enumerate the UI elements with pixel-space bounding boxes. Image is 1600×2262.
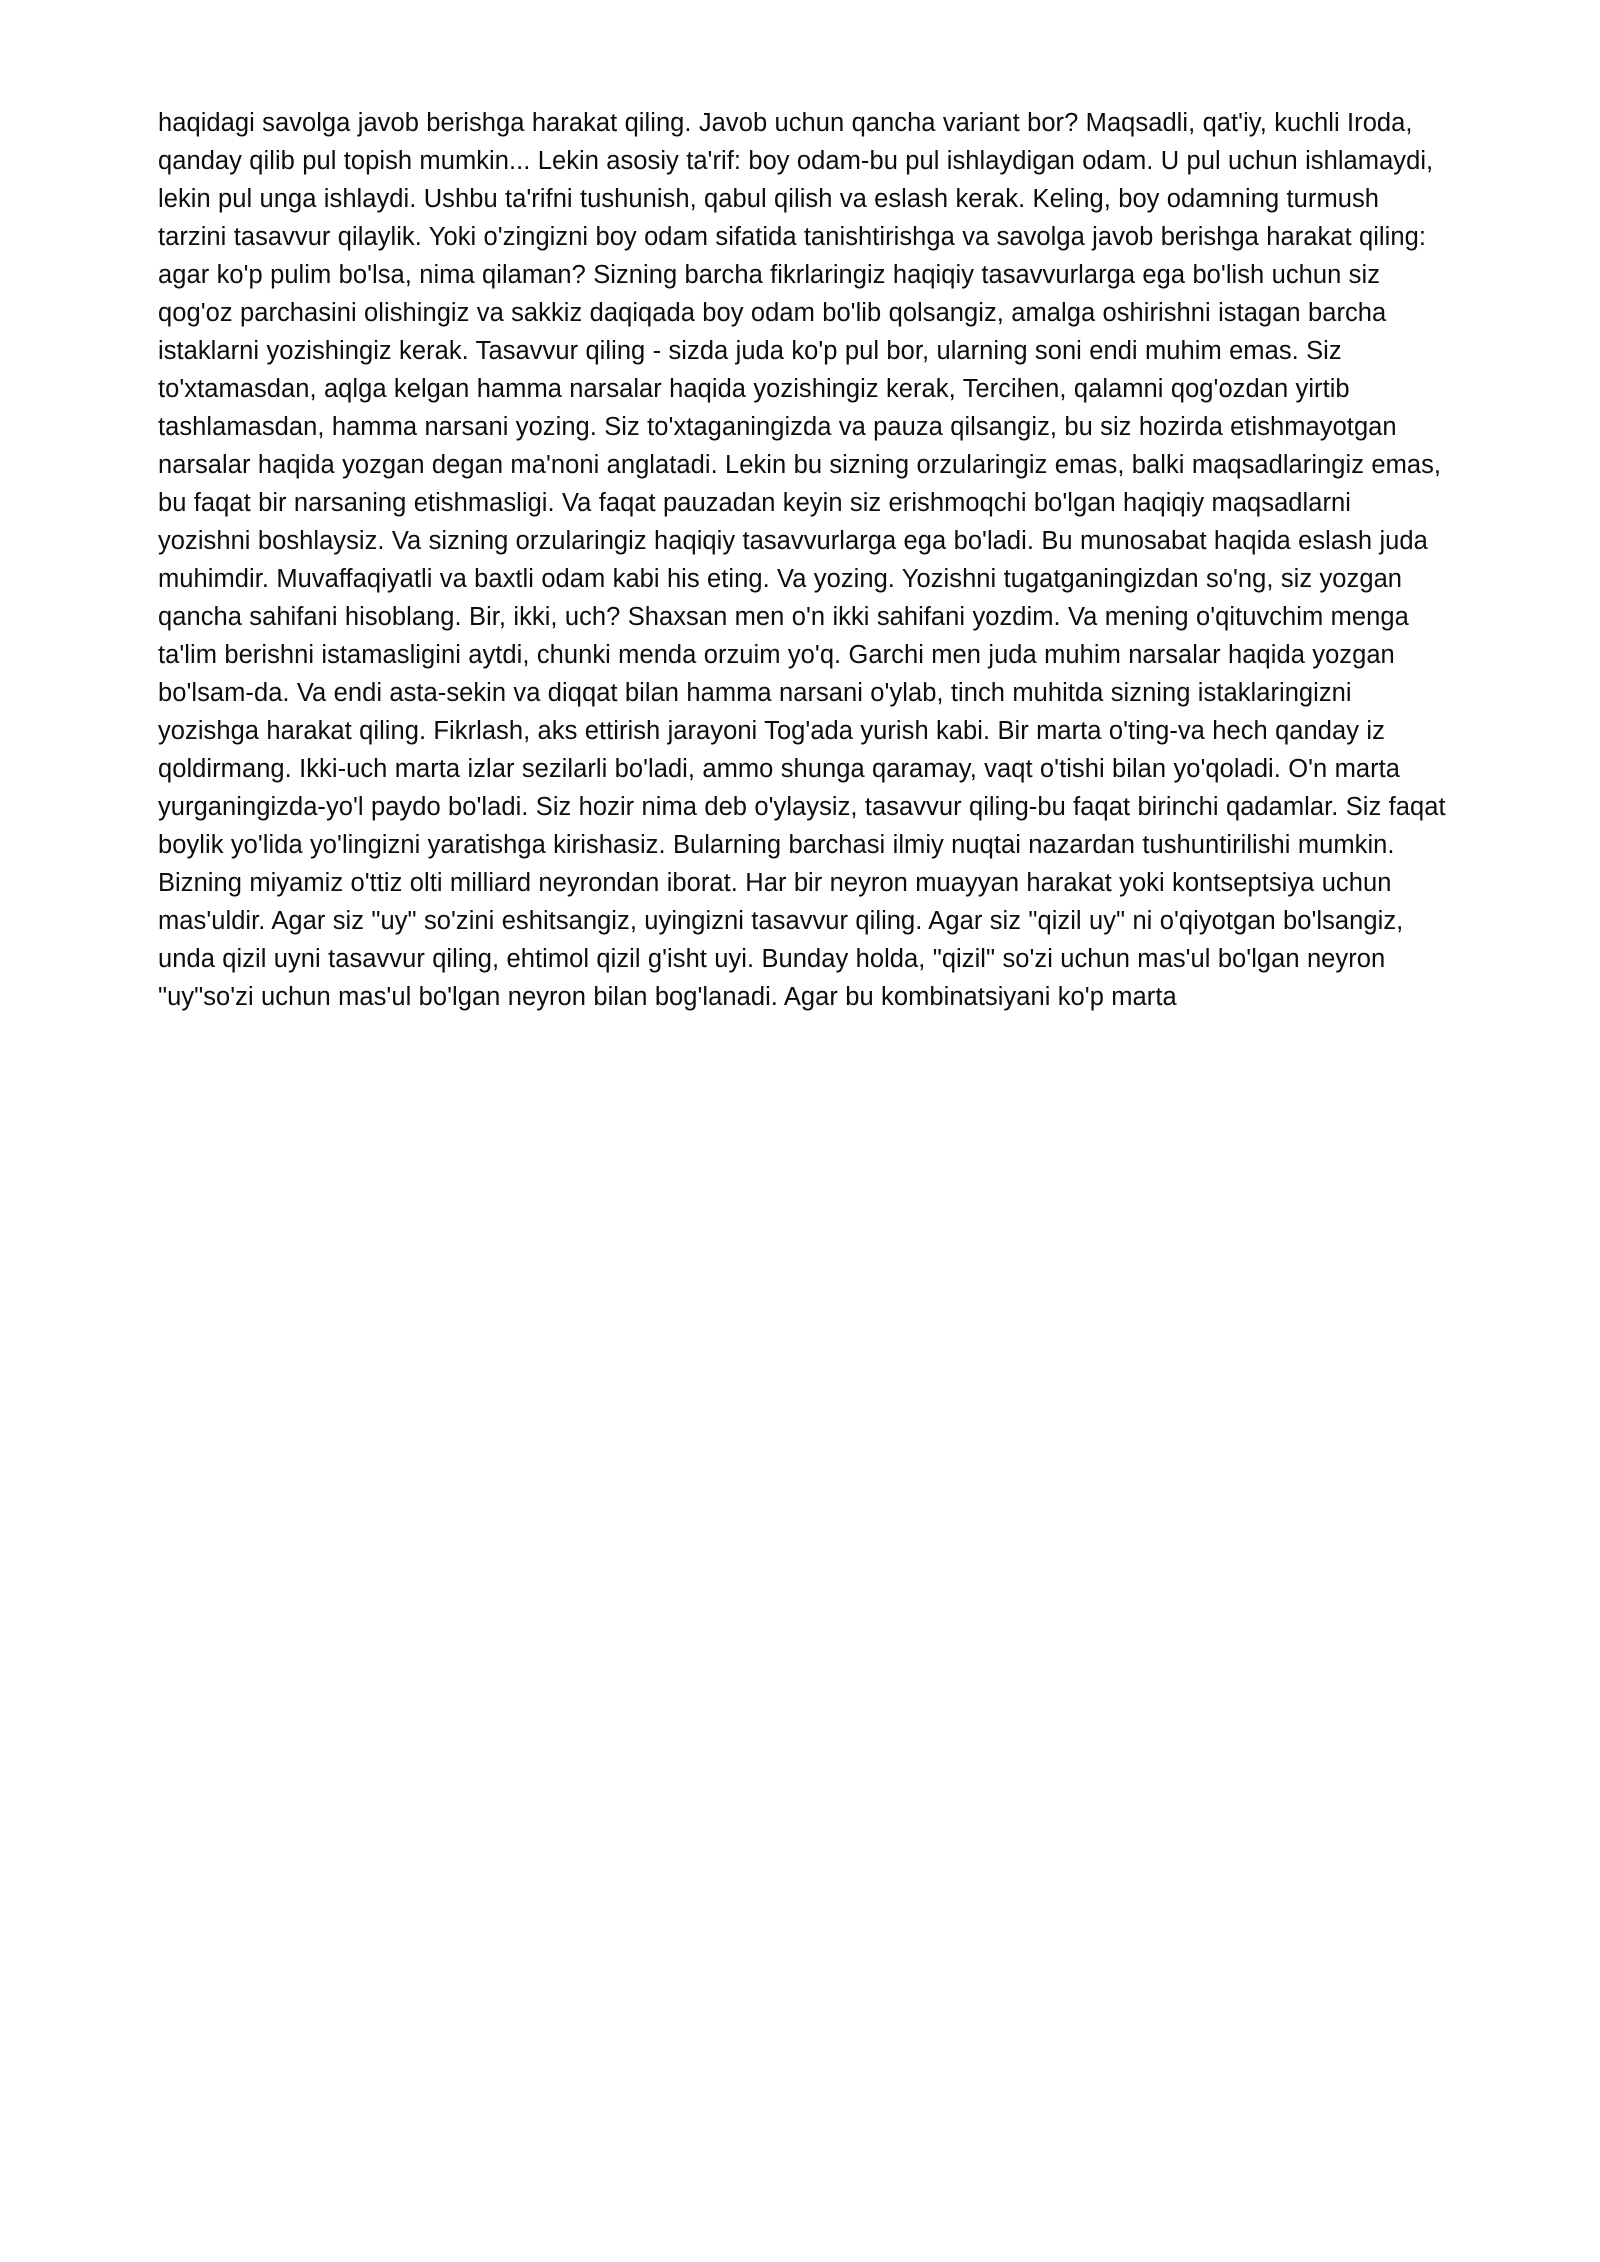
document-body — [158, 104, 1450, 1016]
body-paragraph: haqidagi savolga javob berishga harakat qiling. Javob uchun qancha variant bor? Maqsadli, qat'iy, kuchli Iroda, qanday qilib pul topish mumkin... Lekin asosiy ta'rif: boy odam-bu pul ishlaydigan odam. U pul uchun ishlamaydi, lekin pul unga ishlaydi. Ushbu ta'rifni tushunish, qabul qilish va eslash kerak. Keling, boy odamning turmush tarzini tasavvur qilaylik. Yoki o'zingizni boy odam sifatida tanishtirishga va savolga javob berishga harakat qiling: agar ko'p pulim bo'lsa, nima qilaman? Sizning barcha fikrlaringiz haqiqiy tasavvurlarga ega bo'lish uchun siz qog'oz parchasini olishingiz va sakkiz daqiqada boy odam bo'lib qolsangiz, amalga oshirishni istagan barcha istaklarni yozishingiz kerak. Tasavvur qiling - sizda juda ko'p pul bor, ularning soni endi muhim emas. Siz to'xtamasdan, aqlga kelgan hamma narsalar haqida yozishingiz kerak, Tercihen, qalamni qog'ozdan yirtib tashlamasdan, hamma narsani yozing. Siz to'xtaganingizda va pauza qilsangiz, bu siz hozirda etishmayotgan narsalar haqida yozgan degan ma'noni anglatadi. Lekin bu sizning orzularingiz emas, balki maqsadlaringiz emas, bu faqat bir narsaning etishmasligi. Va faqat pauzadan keyin siz erishmoqchi bo'lgan haqiqiy maqsadlarni yozishni boshlaysiz. Va sizning orzularingiz haqiqiy tasavvurlarga ega bo'ladi. Bu munosabat haqida eslash juda muhimdir. Muvaffaqiyatli va baxtli odam kabi his eting. Va yozing. Yozishni tugatganingizdan so'ng, siz yozgan qancha sahifani hisoblang. Bir, ikki, uch? Shaxsan men o'n ikki sahifani yozdim. Va mening o'qituvchim menga ta'lim berishni istamasligini aytdi, chunki menda orzuim yo'q. Garchi men juda muhim narsalar haqida yozgan bo'lsam-da. Va endi asta-sekin va diqqat bilan hamma narsani o'ylab, tinch muhitda sizning istaklaringizni yozishga harakat qiling. Fikrlash, aks ettirish jarayoni Tog'ada yurish kabi. Bir marta o'ting-va hech qanday iz qoldirmang. Ikki-uch marta izlar sezilarli bo'ladi, ammo shunga qaramay, vaqt o'tishi bilan yo'qoladi. O'n marta yurganingizda-yo'l paydo bo'ladi. Siz hozir nima deb o'ylaysiz, tasavvur qiling-bu faqat birinchi qadamlar. Siz faqat boylik yo'lida yo'lingizni yaratishga kirishasiz. Bularning barchasi ilmiy nuqtai nazardan tushuntirilishi mumkin. Bizning miyamiz o'ttiz olti milliard neyrondan iborat. Har bir neyron muayyan harakat yoki kontseptsiya uchun mas'uldir. Agar siz "uy" so'zini eshitsangiz, uyingizni tasavvur qiling. Agar siz "qizil uy" ni o'qiyotgan bo'lsangiz, unda qizil uyni tasavvur qiling, ehtimol qizil g'isht uyi. Bunday holda, "qizil" so'zi uchun mas'ul bo'lgan neyron "uy"so'zi uchun mas'ul bo'lgan neyron bilan bog'lanadi. Agar bu kombinatsiyani ko'p marta — [158, 109, 1446, 1011]
